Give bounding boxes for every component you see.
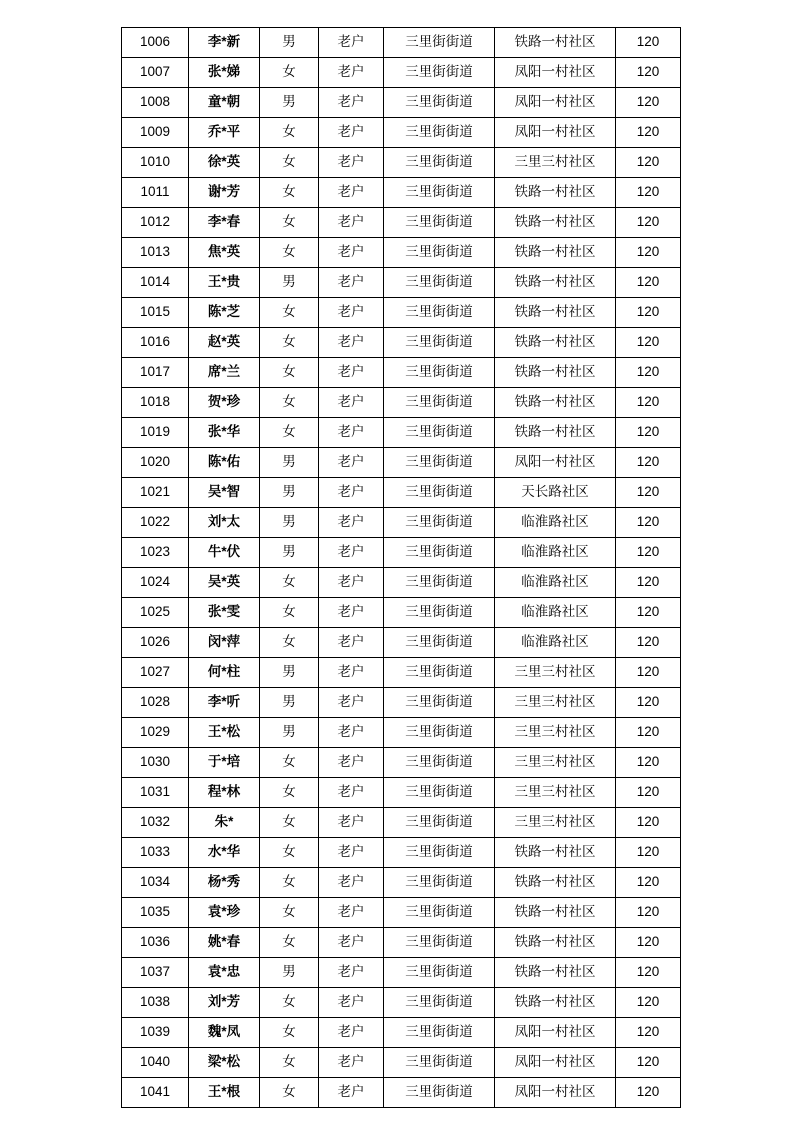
- table-row: [122, 418, 681, 448]
- cell-street: 三里街街道: [384, 958, 495, 988]
- table-row: [122, 208, 681, 238]
- cell-amount: 120: [616, 148, 681, 178]
- table-row: [122, 598, 681, 628]
- cell-name: 朱*: [189, 808, 260, 838]
- cell-gender: 女: [260, 628, 319, 658]
- cell-name: 吴*英: [189, 568, 260, 598]
- cell-household-type: 老户: [319, 268, 384, 298]
- cell-amount: 120: [616, 508, 681, 538]
- cell-community: 铁路一村社区: [495, 868, 616, 898]
- cell-name: 陈*佑: [189, 448, 260, 478]
- cell-community: 临淮路社区: [495, 508, 616, 538]
- cell-id: 1020: [122, 448, 189, 478]
- cell-street: 三里街街道: [384, 808, 495, 838]
- cell-street: 三里街街道: [384, 28, 495, 58]
- cell-amount: 120: [616, 88, 681, 118]
- cell-street: 三里街街道: [384, 898, 495, 928]
- cell-community: 铁路一村社区: [495, 298, 616, 328]
- cell-id: 1026: [122, 628, 189, 658]
- cell-gender: 女: [260, 748, 319, 778]
- cell-id: 1028: [122, 688, 189, 718]
- cell-household-type: 老户: [319, 1018, 384, 1048]
- cell-household-type: 老户: [319, 1048, 384, 1078]
- cell-community: 三里三村社区: [495, 148, 616, 178]
- cell-gender: 男: [260, 538, 319, 568]
- cell-street: 三里街街道: [384, 598, 495, 628]
- cell-amount: 120: [616, 868, 681, 898]
- cell-community: 凤阳一村社区: [495, 88, 616, 118]
- cell-amount: 120: [616, 118, 681, 148]
- cell-community: 铁路一村社区: [495, 928, 616, 958]
- cell-household-type: 老户: [319, 868, 384, 898]
- cell-household-type: 老户: [319, 418, 384, 448]
- cell-community: 凤阳一村社区: [495, 1048, 616, 1078]
- cell-name: 李*春: [189, 208, 260, 238]
- cell-amount: 120: [616, 1018, 681, 1048]
- cell-household-type: 老户: [319, 688, 384, 718]
- cell-community: 铁路一村社区: [495, 958, 616, 988]
- cell-id: 1029: [122, 718, 189, 748]
- cell-amount: 120: [616, 838, 681, 868]
- cell-street: 三里街街道: [384, 388, 495, 418]
- cell-id: 1037: [122, 958, 189, 988]
- cell-community: 临淮路社区: [495, 538, 616, 568]
- cell-street: 三里街街道: [384, 778, 495, 808]
- cell-amount: 120: [616, 238, 681, 268]
- cell-street: 三里街街道: [384, 1018, 495, 1048]
- cell-gender: 女: [260, 1078, 319, 1108]
- cell-id: 1023: [122, 538, 189, 568]
- cell-name: 刘*太: [189, 508, 260, 538]
- table-row: [122, 298, 681, 328]
- table-row: [122, 898, 681, 928]
- cell-community: 铁路一村社区: [495, 328, 616, 358]
- cell-street: 三里街街道: [384, 58, 495, 88]
- cell-household-type: 老户: [319, 388, 384, 418]
- cell-name: 闵*萍: [189, 628, 260, 658]
- cell-amount: 120: [616, 628, 681, 658]
- cell-household-type: 老户: [319, 838, 384, 868]
- cell-gender: 男: [260, 958, 319, 988]
- cell-id: 1011: [122, 178, 189, 208]
- cell-id: 1016: [122, 328, 189, 358]
- cell-name: 吴*智: [189, 478, 260, 508]
- cell-name: 焦*英: [189, 238, 260, 268]
- cell-name: 徐*英: [189, 148, 260, 178]
- cell-household-type: 老户: [319, 658, 384, 688]
- cell-community: 铁路一村社区: [495, 418, 616, 448]
- cell-name: 童*朝: [189, 88, 260, 118]
- cell-community: 三里三村社区: [495, 778, 616, 808]
- cell-community: 三里三村社区: [495, 658, 616, 688]
- cell-gender: 女: [260, 808, 319, 838]
- table-row: [122, 148, 681, 178]
- cell-street: 三里街街道: [384, 448, 495, 478]
- cell-gender: 女: [260, 58, 319, 88]
- table-row: [122, 928, 681, 958]
- cell-household-type: 老户: [319, 28, 384, 58]
- cell-street: 三里街街道: [384, 148, 495, 178]
- cell-name: 谢*芳: [189, 178, 260, 208]
- cell-community: 铁路一村社区: [495, 388, 616, 418]
- cell-gender: 女: [260, 208, 319, 238]
- cell-community: 铁路一村社区: [495, 358, 616, 388]
- table-row: [122, 28, 681, 58]
- cell-street: 三里街街道: [384, 838, 495, 868]
- cell-community: 凤阳一村社区: [495, 1018, 616, 1048]
- cell-gender: 男: [260, 88, 319, 118]
- cell-id: 1031: [122, 778, 189, 808]
- cell-name: 李*听: [189, 688, 260, 718]
- cell-amount: 120: [616, 328, 681, 358]
- cell-street: 三里街街道: [384, 868, 495, 898]
- cell-street: 三里街街道: [384, 118, 495, 148]
- cell-street: 三里街街道: [384, 298, 495, 328]
- cell-gender: 男: [260, 688, 319, 718]
- table-row: [122, 1078, 681, 1108]
- table-row: [122, 328, 681, 358]
- cell-gender: 女: [260, 868, 319, 898]
- cell-id: 1040: [122, 1048, 189, 1078]
- cell-name: 乔*平: [189, 118, 260, 148]
- subsidy-recipients-table: [121, 27, 681, 1108]
- cell-amount: 120: [616, 478, 681, 508]
- cell-id: 1027: [122, 658, 189, 688]
- cell-amount: 120: [616, 898, 681, 928]
- cell-street: 三里街街道: [384, 208, 495, 238]
- cell-id: 1030: [122, 748, 189, 778]
- table-container: [121, 27, 673, 1108]
- cell-street: 三里街街道: [384, 628, 495, 658]
- cell-community: 铁路一村社区: [495, 898, 616, 928]
- cell-household-type: 老户: [319, 538, 384, 568]
- cell-amount: 120: [616, 1048, 681, 1078]
- table-row: [122, 118, 681, 148]
- cell-street: 三里街街道: [384, 718, 495, 748]
- cell-gender: 女: [260, 358, 319, 388]
- cell-street: 三里街街道: [384, 358, 495, 388]
- cell-gender: 女: [260, 148, 319, 178]
- table-row: [122, 868, 681, 898]
- cell-amount: 120: [616, 418, 681, 448]
- cell-id: 1012: [122, 208, 189, 238]
- cell-amount: 120: [616, 388, 681, 418]
- cell-name: 张*华: [189, 418, 260, 448]
- cell-name: 牛*伏: [189, 538, 260, 568]
- table-row: [122, 988, 681, 1018]
- cell-id: 1015: [122, 298, 189, 328]
- table-row: [122, 178, 681, 208]
- table-row: [122, 58, 681, 88]
- cell-id: 1041: [122, 1078, 189, 1108]
- cell-household-type: 老户: [319, 88, 384, 118]
- table-row: [122, 508, 681, 538]
- cell-id: 1008: [122, 88, 189, 118]
- cell-id: 1034: [122, 868, 189, 898]
- cell-street: 三里街街道: [384, 88, 495, 118]
- cell-id: 1017: [122, 358, 189, 388]
- cell-community: 天长路社区: [495, 478, 616, 508]
- cell-name: 陈*芝: [189, 298, 260, 328]
- cell-household-type: 老户: [319, 988, 384, 1018]
- cell-community: 临淮路社区: [495, 568, 616, 598]
- cell-gender: 女: [260, 418, 319, 448]
- table-row: [122, 688, 681, 718]
- cell-gender: 女: [260, 178, 319, 208]
- table-row: [122, 808, 681, 838]
- cell-id: 1010: [122, 148, 189, 178]
- cell-name: 魏*凤: [189, 1018, 260, 1048]
- cell-community: 凤阳一村社区: [495, 448, 616, 478]
- table-row: [122, 838, 681, 868]
- cell-street: 三里街街道: [384, 178, 495, 208]
- cell-id: 1019: [122, 418, 189, 448]
- table-row: [122, 718, 681, 748]
- table-row: [122, 628, 681, 658]
- cell-household-type: 老户: [319, 148, 384, 178]
- cell-amount: 120: [616, 808, 681, 838]
- cell-amount: 120: [616, 598, 681, 628]
- cell-gender: 女: [260, 388, 319, 418]
- cell-name: 王*松: [189, 718, 260, 748]
- cell-gender: 男: [260, 658, 319, 688]
- cell-street: 三里街街道: [384, 928, 495, 958]
- table-row: [122, 358, 681, 388]
- cell-gender: 女: [260, 838, 319, 868]
- cell-id: 1038: [122, 988, 189, 1018]
- cell-community: 三里三村社区: [495, 718, 616, 748]
- cell-name: 杨*秀: [189, 868, 260, 898]
- cell-community: 三里三村社区: [495, 688, 616, 718]
- cell-amount: 120: [616, 718, 681, 748]
- cell-household-type: 老户: [319, 238, 384, 268]
- cell-gender: 男: [260, 718, 319, 748]
- cell-street: 三里街街道: [384, 568, 495, 598]
- cell-amount: 120: [616, 1078, 681, 1108]
- cell-id: 1013: [122, 238, 189, 268]
- cell-gender: 男: [260, 508, 319, 538]
- cell-name: 姚*春: [189, 928, 260, 958]
- cell-gender: 男: [260, 268, 319, 298]
- cell-community: 凤阳一村社区: [495, 118, 616, 148]
- cell-street: 三里街街道: [384, 538, 495, 568]
- cell-name: 水*华: [189, 838, 260, 868]
- cell-household-type: 老户: [319, 778, 384, 808]
- table-row: [122, 268, 681, 298]
- table-row: [122, 478, 681, 508]
- cell-amount: 120: [616, 358, 681, 388]
- cell-gender: 女: [260, 298, 319, 328]
- cell-amount: 120: [616, 988, 681, 1018]
- cell-amount: 120: [616, 298, 681, 328]
- cell-community: 铁路一村社区: [495, 208, 616, 238]
- table-row: [122, 538, 681, 568]
- cell-street: 三里街街道: [384, 508, 495, 538]
- table-row: [122, 748, 681, 778]
- cell-amount: 120: [616, 208, 681, 238]
- cell-amount: 120: [616, 928, 681, 958]
- cell-street: 三里街街道: [384, 328, 495, 358]
- cell-amount: 120: [616, 28, 681, 58]
- cell-household-type: 老户: [319, 628, 384, 658]
- cell-amount: 120: [616, 268, 681, 298]
- table-row: [122, 388, 681, 418]
- cell-id: 1009: [122, 118, 189, 148]
- cell-household-type: 老户: [319, 568, 384, 598]
- cell-id: 1021: [122, 478, 189, 508]
- cell-household-type: 老户: [319, 958, 384, 988]
- cell-household-type: 老户: [319, 748, 384, 778]
- cell-household-type: 老户: [319, 478, 384, 508]
- cell-name: 席*兰: [189, 358, 260, 388]
- cell-street: 三里街街道: [384, 238, 495, 268]
- cell-amount: 120: [616, 58, 681, 88]
- cell-id: 1024: [122, 568, 189, 598]
- table-row: [122, 1048, 681, 1078]
- cell-name: 赵*英: [189, 328, 260, 358]
- table-row: [122, 88, 681, 118]
- table-row: [122, 448, 681, 478]
- cell-community: 凤阳一村社区: [495, 58, 616, 88]
- cell-street: 三里街街道: [384, 688, 495, 718]
- cell-gender: 男: [260, 28, 319, 58]
- cell-amount: 120: [616, 688, 681, 718]
- table-row: [122, 1018, 681, 1048]
- table-body: [122, 28, 681, 1108]
- cell-name: 梁*松: [189, 1048, 260, 1078]
- cell-name: 贺*珍: [189, 388, 260, 418]
- cell-household-type: 老户: [319, 178, 384, 208]
- cell-community: 三里三村社区: [495, 808, 616, 838]
- cell-household-type: 老户: [319, 718, 384, 748]
- cell-household-type: 老户: [319, 598, 384, 628]
- cell-gender: 女: [260, 928, 319, 958]
- cell-community: 三里三村社区: [495, 748, 616, 778]
- cell-id: 1022: [122, 508, 189, 538]
- cell-household-type: 老户: [319, 898, 384, 928]
- cell-gender: 女: [260, 898, 319, 928]
- cell-street: 三里街街道: [384, 478, 495, 508]
- cell-community: 铁路一村社区: [495, 988, 616, 1018]
- cell-gender: 男: [260, 448, 319, 478]
- cell-gender: 女: [260, 328, 319, 358]
- cell-id: 1007: [122, 58, 189, 88]
- cell-id: 1035: [122, 898, 189, 928]
- cell-id: 1032: [122, 808, 189, 838]
- cell-name: 程*林: [189, 778, 260, 808]
- cell-name: 王*根: [189, 1078, 260, 1108]
- cell-name: 王*贵: [189, 268, 260, 298]
- cell-name: 张*雯: [189, 598, 260, 628]
- cell-community: 临淮路社区: [495, 598, 616, 628]
- cell-gender: 男: [260, 478, 319, 508]
- cell-amount: 120: [616, 658, 681, 688]
- table-row: [122, 778, 681, 808]
- cell-household-type: 老户: [319, 208, 384, 238]
- cell-community: 临淮路社区: [495, 628, 616, 658]
- cell-street: 三里街街道: [384, 988, 495, 1018]
- cell-street: 三里街街道: [384, 1078, 495, 1108]
- cell-name: 于*培: [189, 748, 260, 778]
- cell-community: 铁路一村社区: [495, 268, 616, 298]
- cell-gender: 女: [260, 118, 319, 148]
- cell-id: 1033: [122, 838, 189, 868]
- cell-amount: 120: [616, 568, 681, 598]
- cell-amount: 120: [616, 538, 681, 568]
- cell-community: 铁路一村社区: [495, 238, 616, 268]
- cell-household-type: 老户: [319, 448, 384, 478]
- cell-community: 凤阳一村社区: [495, 1078, 616, 1108]
- cell-gender: 女: [260, 1018, 319, 1048]
- cell-id: 1039: [122, 1018, 189, 1048]
- cell-gender: 女: [260, 598, 319, 628]
- cell-street: 三里街街道: [384, 268, 495, 298]
- table-row: [122, 568, 681, 598]
- cell-street: 三里街街道: [384, 658, 495, 688]
- cell-gender: 女: [260, 238, 319, 268]
- cell-community: 铁路一村社区: [495, 28, 616, 58]
- cell-id: 1025: [122, 598, 189, 628]
- cell-household-type: 老户: [319, 508, 384, 538]
- cell-household-type: 老户: [319, 928, 384, 958]
- cell-amount: 120: [616, 748, 681, 778]
- cell-id: 1036: [122, 928, 189, 958]
- cell-street: 三里街街道: [384, 1048, 495, 1078]
- cell-amount: 120: [616, 958, 681, 988]
- cell-community: 铁路一村社区: [495, 178, 616, 208]
- cell-name: 刘*芳: [189, 988, 260, 1018]
- cell-household-type: 老户: [319, 808, 384, 838]
- cell-household-type: 老户: [319, 58, 384, 88]
- cell-street: 三里街街道: [384, 748, 495, 778]
- cell-household-type: 老户: [319, 298, 384, 328]
- cell-household-type: 老户: [319, 118, 384, 148]
- cell-household-type: 老户: [319, 328, 384, 358]
- cell-id: 1006: [122, 28, 189, 58]
- cell-gender: 女: [260, 778, 319, 808]
- cell-household-type: 老户: [319, 358, 384, 388]
- table-row: [122, 958, 681, 988]
- cell-name: 李*新: [189, 28, 260, 58]
- cell-community: 铁路一村社区: [495, 838, 616, 868]
- cell-amount: 120: [616, 178, 681, 208]
- cell-household-type: 老户: [319, 1078, 384, 1108]
- cell-gender: 女: [260, 988, 319, 1018]
- cell-gender: 女: [260, 568, 319, 598]
- cell-name: 张*娣: [189, 58, 260, 88]
- cell-id: 1018: [122, 388, 189, 418]
- cell-amount: 120: [616, 448, 681, 478]
- cell-amount: 120: [616, 778, 681, 808]
- cell-street: 三里街街道: [384, 418, 495, 448]
- cell-id: 1014: [122, 268, 189, 298]
- table-row: [122, 238, 681, 268]
- table-row: [122, 658, 681, 688]
- cell-name: 袁*珍: [189, 898, 260, 928]
- cell-name: 袁*忠: [189, 958, 260, 988]
- cell-name: 何*柱: [189, 658, 260, 688]
- cell-gender: 女: [260, 1048, 319, 1078]
